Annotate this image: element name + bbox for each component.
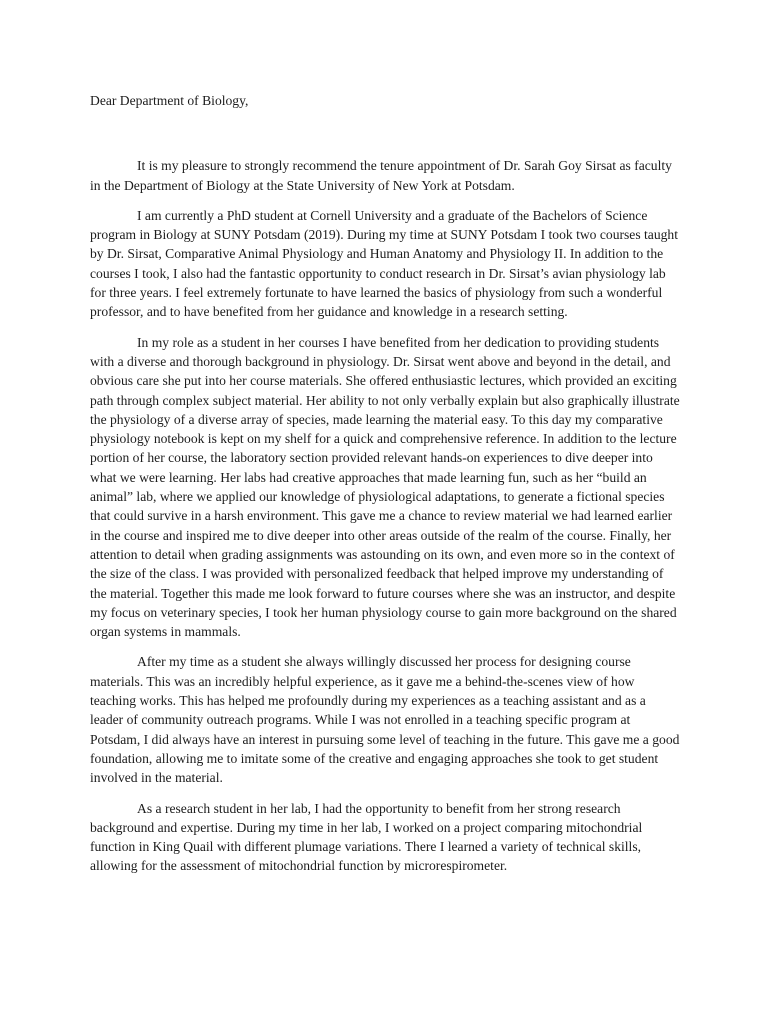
paragraph-research: As a research student in her lab, I had the opportunity to benefit from her strong research background and expertise. During my time in her lab, I worked on a project comparing mitochondrial function in King Quail with different plumage variations. There I learned a variety of technical skills, allowing for the assessment of mitochondrial function by microrespirometer. bbox=[90, 800, 643, 874]
letter-page bbox=[90, 91, 681, 887]
letter-salutation: Dear Department of Biology, bbox=[90, 93, 249, 108]
paragraph-teaching: In my role as a student in her courses I have benefited from her dedication to providing students with a diverse and thorough background in physiology. Dr. Sirsat went above and beyond in the detail, and obvious care she put into her course materials. She offered enthusiastic lectures, which provided an exciting path through complex subject material. Her ability to not only verbally explain but also graphically illustrate the physiology of a diverse array of species, made learning the material easy. To this day my comparative physiology notebook is kept on my shelf for a quick and comprehensive reference. In addition to the lecture portion of her course, the laboratory section provided relevant hands-on experiences to dive deeper into what we were learning. Her labs had creative approaches that made learning fun, such as her “build an animal” lab, where we applied our knowledge of physiological adaptations, to generate a fictional species that could survive in a harsh environment. This gave me a chance to review material we had learned earlier in the course and inspired me to dive deeper into other areas outside of the realm of the course. Finally, her attention to detail when grading assignments was astounding on its own, and even more so in the context of the size of the class. I was provided with personalized feedback that helped improve my understanding of the material. Together this made me look forward to future courses where she was an instructor, and despite my focus on veterinary species, I took her human physiology course to gain more background on the shared organ systems in mammals. bbox=[90, 334, 680, 640]
paragraph-mentorship: After my time as a student she always willingly discussed her process for designing course materials. This was an incredibly helpful experience, as it gave me a behind-the-scenes view of how teaching works. This has helped me profoundly during my experiences as a teaching assistant and as a leader of community outreach programs. While I was not enrolled in a teaching specific program at Potsdam, I did always have an interest in pursuing some level of teaching in the future. This gave me a good foundation, allowing me to imitate some of the creative and engaging approaches she took to get student involved in the material. bbox=[90, 654, 680, 786]
paragraph-recommendation: It is my pleasure to strongly recommend the tenure appointment of Dr. Sarah Goy Sirsat as faculty in the Department of Biology at the State University of New York at Potsdam. bbox=[90, 158, 672, 193]
paragraph-background: I am currently a PhD student at Cornell University and a graduate of the Bachelors of Science program in Biology at SUNY Potsdam (2019). During my time at SUNY Potsdam I took two courses taught by Dr. Sirsat, Comparative Animal Physiology and Human Anatomy and Physiology II. In addition to the courses I took, I also had the fantastic opportunity to conduct research in Dr. Sirsat’s avian physiology lab for three years. I feel extremely fortunate to have learned the basics of physiology from such a wonderful professor, and to have benefited from her guidance and knowledge in a research setting. bbox=[90, 207, 679, 320]
